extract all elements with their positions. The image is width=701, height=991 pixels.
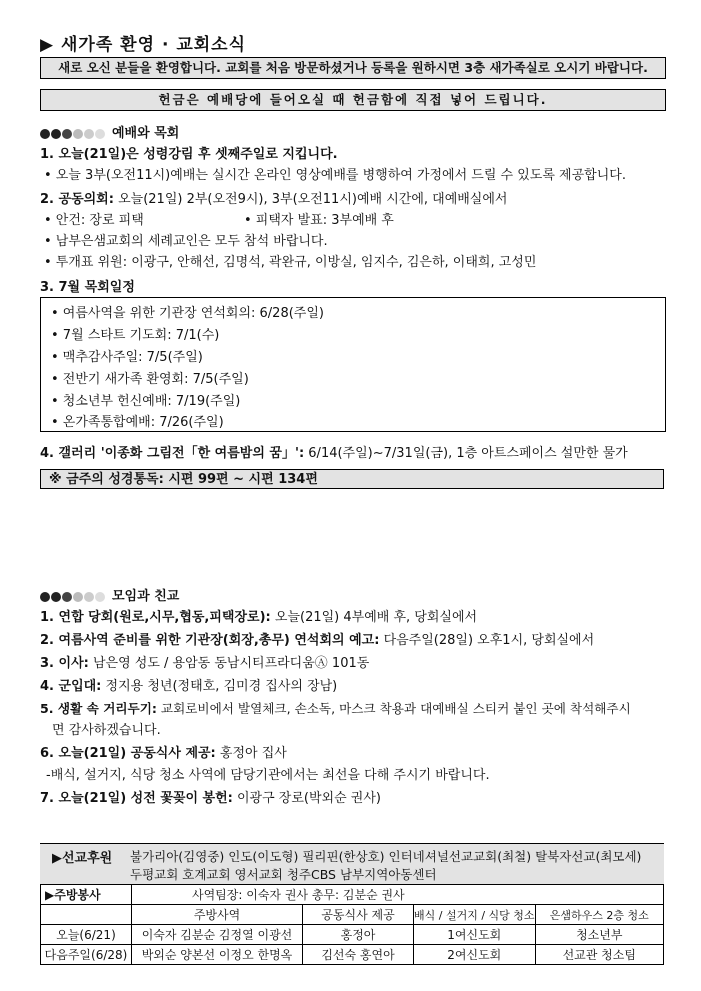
- fellowship-item-text: 다음주일(28일) 오후1시, 당회실에서: [379, 633, 595, 648]
- schedule-item: • 온가족통합예배: 7/26(주일): [51, 415, 224, 430]
- fellowship-heading: 모임과 친교: [112, 589, 180, 604]
- schedule-item: • 맥추감사주일: 7/5(주일): [51, 350, 203, 365]
- worship-item-4-text: 6/14(주일)~7/31일(금), 1층 아트스페이스 설만한 물가: [304, 446, 628, 461]
- worship-heading: 예배와 목회: [112, 126, 180, 141]
- worship-item-2-text: 오늘(21일) 2부(오전9시), 3부(오전11시)예배 시간에, 대예배실에서: [113, 192, 508, 207]
- worship-item-2-label: 2. 공동의회:: [40, 192, 114, 207]
- fellowship-item: [40, 787, 381, 806]
- fellowship-item-continued: -배식, 설거지, 식당 청소 사역에 담당기관에서는 최선을 다해 주시기 바랍니다.: [46, 768, 490, 783]
- worship-item-3: 3. 7월 목회일정: [40, 280, 135, 295]
- table-cell: 1여신도회: [414, 925, 536, 945]
- worship-item-2: [40, 188, 507, 207]
- table-cell: 청소년부: [535, 925, 663, 945]
- worship-item-1-detail: • 오늘 3부(오전11시)예배는 실시간 온라인 영상예배를 병행하여 가정에서 드릴 수 있도록 제공합니다.: [44, 168, 626, 183]
- fellowship-item: [40, 652, 369, 671]
- fellowship-item-text: 교회로비에서 발열체크, 손소독, 마스크 착용과 대예배실 스티커 붙인 곳에 착석해주시: [156, 701, 631, 716]
- table-header: [41, 905, 132, 925]
- table-header: 은샘하우스 2층 청소: [535, 905, 663, 925]
- kitchen-service-leaders: 사역팀장: 이숙자 권사 총무: 김분순 권사: [132, 885, 664, 905]
- mission-support-box: [40, 843, 664, 884]
- fellowship-item: [40, 629, 594, 648]
- schedule-item: • 7월 스타트 기도회: 7/1(수): [51, 328, 220, 343]
- bible-reading-box: ※ 금주의 성경통독: 시편 99편 ~ 시편 134편: [40, 469, 664, 489]
- page-title: ▶ 새가족 환영 · 교회소식: [40, 35, 247, 55]
- schedule-item: • 전반기 새가족 환영회: 7/5(주일): [51, 372, 249, 387]
- mission-support-label: ▶선교후원: [52, 851, 113, 866]
- fellowship-item-label: 6. 오늘(21일) 공동식사 제공:: [40, 746, 216, 761]
- welcome-notice: 새로 오신 분들을 환영합니다. 교회를 처음 방문하셨거나 등록을 원하시면 3층 새가족실로 오시기 바랍니다.: [40, 57, 666, 79]
- fellowship-item-label: 3. 이사:: [40, 656, 89, 671]
- table-cell: 오늘(6/21): [41, 925, 132, 945]
- fellowship-item-text: 남은영 성도 / 용암동 동남시티프라디움Ⓐ 101동: [88, 656, 370, 671]
- worship-item-2-committee: • 투개표 위원: 이광구, 안해선, 김명석, 곽완규, 이방실, 임지수, 김은하, 이태희, 고성민: [44, 255, 537, 270]
- bullet-dots-icon: [40, 126, 106, 141]
- fellowship-item-text: 이광구 장로(박외순 권사): [232, 791, 381, 806]
- july-schedule-box: [40, 297, 666, 432]
- worship-item-4-label: 4. 갤러리 '이종화 그림전「한 여름밤의 꿈」':: [40, 446, 305, 461]
- fellowship-item-text: 홍정아 집사: [215, 746, 287, 761]
- fellowship-item-label: 1. 연합 당회(원로,시무,협동,피택장로):: [40, 610, 271, 625]
- offering-notice: 헌금은 예배당에 들어오실 때 헌금함에 직접 넣어 드립니다.: [40, 89, 666, 111]
- table-cell: 다음주일(6/28): [41, 945, 132, 965]
- fellowship-item-text: 정지용 청년(정태호, 김미경 집사의 장남): [101, 679, 338, 694]
- table-header-row: [41, 905, 664, 925]
- bullet-dots-icon: [40, 589, 106, 604]
- fellowship-item-label: 2. 여름사역 준비를 위한 기관장(회장,총무) 연석회의 예고:: [40, 633, 380, 648]
- worship-item-2-agenda: • 안건: 장로 피택: [44, 213, 144, 228]
- schedule-item: • 여름사역을 위한 기관장 연석회의: 6/28(주일): [51, 306, 324, 321]
- mission-support-line-1: 불가리아(김영중) 인도(이도형) 필리핀(한상호) 인터네셔널선교교회(최철) 탈북자선교(최모세): [130, 849, 642, 864]
- table-row: [41, 885, 664, 905]
- table-cell: 홍정아: [303, 925, 414, 945]
- table-header: 배식 / 설거지 / 식당 청소: [414, 905, 536, 925]
- worship-item-2-announce: • 피택자 발표: 3부예배 후: [244, 213, 394, 228]
- worship-item-2-attend: • 남부은샘교회의 세례교인은 모두 참석 바랍니다.: [44, 234, 328, 249]
- table-cell: 선교관 청소팀: [535, 945, 663, 965]
- fellowship-item: [40, 742, 287, 761]
- mission-support-line-2: 두평교회 호계교회 영서교회 청주CBS 남부지역아동센터: [130, 867, 437, 882]
- fellowship-item: [40, 606, 477, 625]
- fellowship-item-label: 7. 오늘(21일) 성전 꽃꽂이 봉헌:: [40, 791, 233, 806]
- table-header: 주방사역: [132, 905, 303, 925]
- table-cell: 김선숙 홍연아: [303, 945, 414, 965]
- worship-item-1: 1. 오늘(21일)은 성령강림 후 셋째주일로 지킵니다.: [40, 147, 338, 162]
- fellowship-item: [40, 698, 631, 717]
- table-cell: 이숙자 김분순 김정열 이광선: [132, 925, 303, 945]
- fellowship-item-label: 4. 군입대:: [40, 679, 102, 694]
- table-row: [41, 945, 664, 965]
- fellowship-item-continued: 면 감사하겠습니다.: [52, 723, 161, 738]
- worship-heading-block: [40, 122, 179, 141]
- fellowship-item-text: 오늘(21일) 4부예배 후, 당회실에서: [270, 610, 478, 625]
- fellowship-item: [40, 675, 337, 694]
- schedule-item: • 청소년부 헌신예배: 7/19(주일): [51, 394, 241, 409]
- fellowship-item-label: 5. 생활 속 거리두기:: [40, 701, 157, 716]
- table-cell: 2여신도회: [414, 945, 536, 965]
- table-row: [41, 925, 664, 945]
- fellowship-heading-block: [40, 585, 179, 604]
- worship-item-4: [40, 442, 628, 461]
- table-cell: 박외순 양본선 이정오 한명옥: [132, 945, 303, 965]
- table-header: 공동식사 제공: [303, 905, 414, 925]
- kitchen-service-label: ▶주방봉사: [41, 885, 132, 905]
- kitchen-service-table: [40, 884, 664, 965]
